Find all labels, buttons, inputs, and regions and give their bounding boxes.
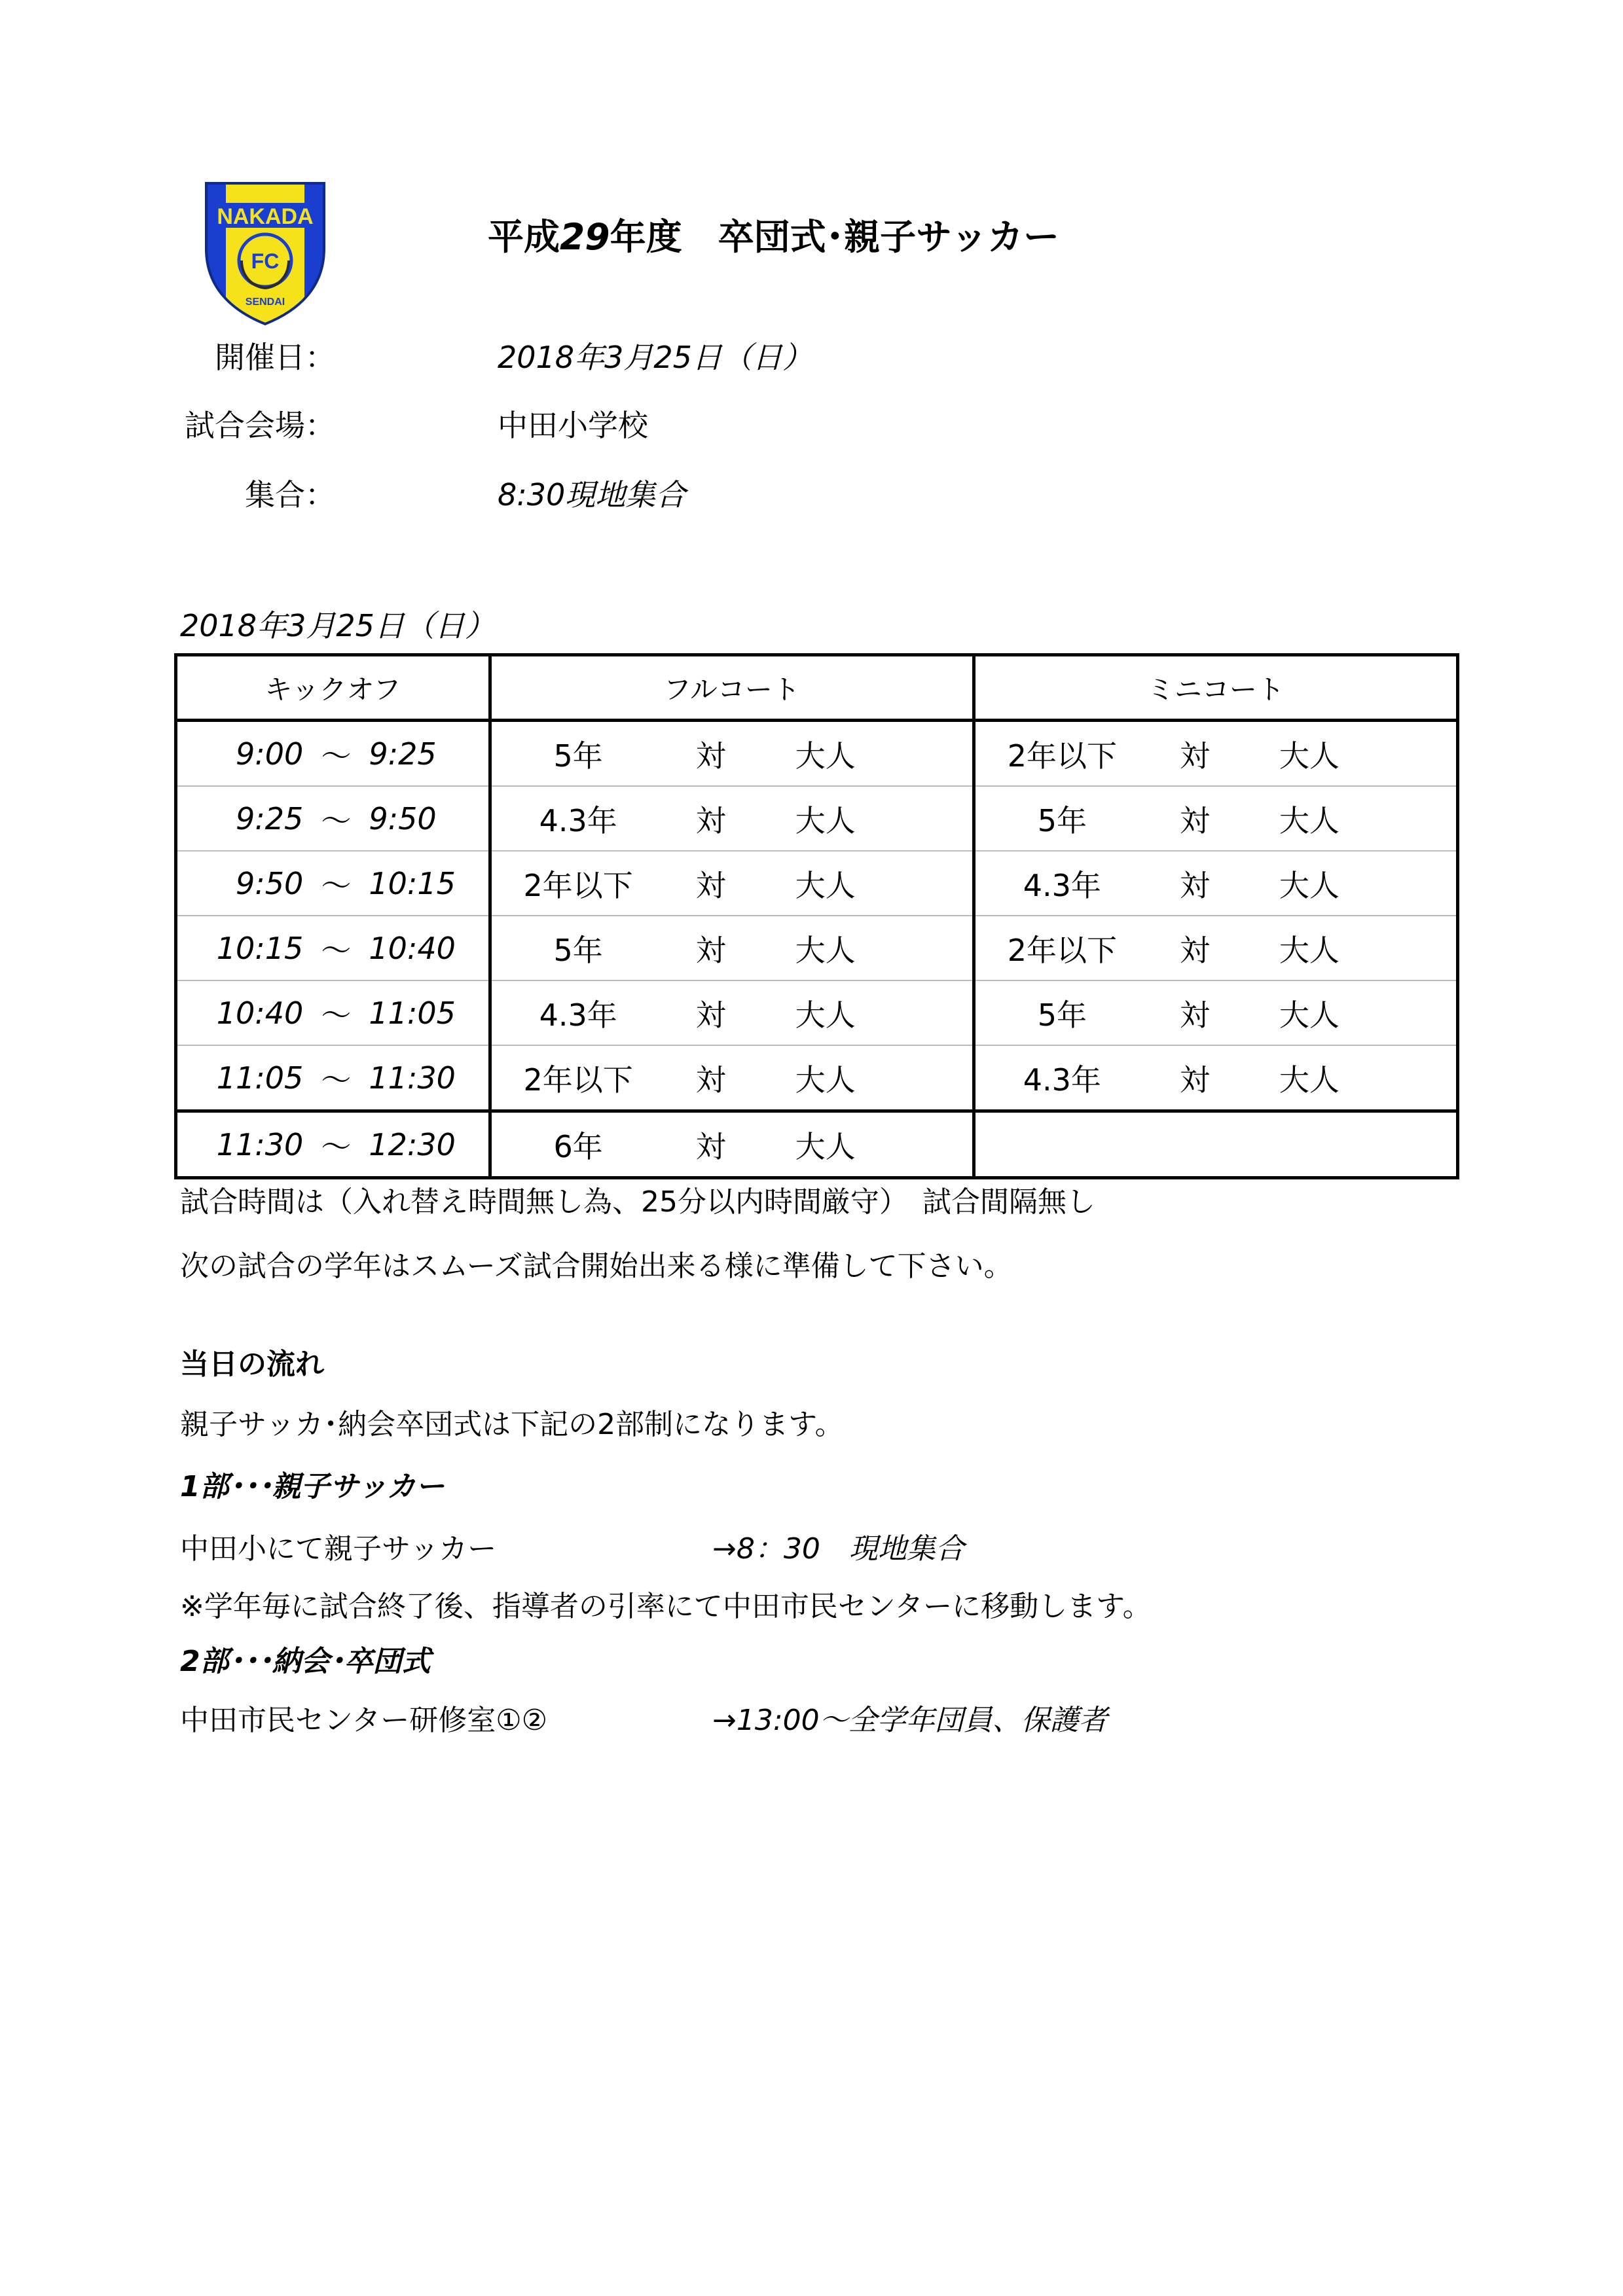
page-title: [488, 208, 1059, 260]
time-sep: ～: [321, 802, 352, 838]
vs: 対: [1179, 738, 1210, 774]
part2-heading: [180, 1638, 431, 1679]
venue-value: 中田小学校: [498, 408, 648, 443]
full-court-cell: [490, 851, 974, 916]
logo-text-mid: FC: [251, 249, 280, 273]
vs: 対: [1179, 932, 1210, 968]
time-end: 12:30: [369, 1126, 456, 1162]
header-full-court: フルコート: [490, 655, 974, 721]
mini-court-cell: [974, 980, 1457, 1045]
mini-court-cell: [974, 1111, 1457, 1178]
vs: 対: [1179, 1062, 1210, 1098]
mini-court-cell: [974, 786, 1457, 851]
schedule-table: [174, 653, 1459, 1179]
team: 4.3年: [1023, 1062, 1101, 1098]
opponent: 大人: [795, 997, 856, 1033]
team: 5年: [553, 738, 603, 774]
title-prefix: 平成: [488, 216, 560, 258]
opponent: 大人: [795, 932, 856, 968]
kickoff-cell: [176, 851, 490, 916]
opponent: 大人: [795, 802, 856, 838]
part1-note: ※学年毎に試合終了後、指導者の引率にて中田市民センターに移動します。: [180, 1590, 1152, 1623]
time-end: 10:40: [369, 930, 456, 966]
time-sep: ～: [321, 738, 352, 774]
opponent: 大人: [1279, 1062, 1340, 1098]
time-end: 9:25: [369, 736, 437, 772]
opponent: 大人: [1279, 997, 1340, 1033]
kickoff-cell: [176, 721, 490, 787]
vs: 対: [695, 802, 726, 838]
time-start: 9:00: [236, 736, 304, 772]
part2-heading-text: 2部･･･納会･卒団式: [180, 1645, 431, 1678]
part2-location: 中田市民センター研修室①②: [180, 1704, 548, 1737]
vs: 対: [695, 997, 726, 1033]
kickoff-cell: [176, 1045, 490, 1111]
full-court-cell: [490, 721, 974, 787]
team: 2年以下: [1007, 738, 1117, 774]
time-start: 11:30: [216, 1126, 304, 1162]
meeting-label: 集合：: [245, 477, 335, 512]
vs: 対: [1179, 802, 1210, 838]
table-row: [176, 851, 1458, 916]
part1-heading-text: 1部･･･親子サッカー: [180, 1470, 445, 1503]
opponent: 大人: [1279, 867, 1340, 903]
time-sep: ～: [321, 867, 352, 903]
meeting-value: [498, 471, 685, 514]
header-mini-court: ミニコート: [974, 655, 1457, 721]
table-row: [176, 721, 1458, 787]
time-end: 10:15: [369, 865, 456, 901]
vs: 対: [695, 738, 726, 774]
full-court-cell: [490, 1111, 974, 1178]
vs: 対: [695, 1062, 726, 1098]
time-sep: ～: [321, 1062, 352, 1098]
opponent: 大人: [1279, 802, 1340, 838]
schedule-date-heading: 2018年3月25日（日）: [180, 608, 495, 643]
mini-court-cell: [974, 1045, 1457, 1111]
note-preparation: 次の試合の学年はスムーズ試合開始出来る様に準備して下さい。: [180, 1249, 1013, 1283]
part1-heading: [180, 1463, 445, 1505]
date-value: 2018年3月25日（日）: [498, 340, 812, 375]
table-row: [176, 1045, 1458, 1111]
vs: 対: [695, 1128, 726, 1164]
title-rest: 年度 卒団式･親子サッカー: [610, 216, 1059, 258]
team-logo: [200, 177, 331, 327]
vs: 対: [695, 867, 726, 903]
mini-court-cell: [974, 916, 1457, 980]
part1-location: 中田小にて親子サッカー: [180, 1532, 497, 1566]
table-row: [176, 916, 1458, 980]
team: 4.3年: [1023, 867, 1101, 903]
flow-heading: 当日の流れ: [180, 1348, 324, 1381]
team: 5年: [1037, 802, 1087, 838]
part1-time: →8：30 現地集合: [712, 1532, 964, 1566]
full-court-cell: [490, 916, 974, 980]
full-court-cell: [490, 980, 974, 1045]
full-court-cell: [490, 1045, 974, 1111]
vs: 対: [695, 932, 726, 968]
time-sep: ～: [321, 932, 352, 968]
team: 2年以下: [523, 867, 633, 903]
flow-intro: 親子サッカ･納会卒団式は下記の2部制になります。: [180, 1408, 844, 1441]
note-match-time: 試合時間は（入れ替え時間無し為、25分以内時間厳守） 試合間隔無し: [180, 1185, 1095, 1219]
mini-court-cell: [974, 721, 1457, 787]
full-court-cell: [490, 786, 974, 851]
meeting-value-text: 8:30現地集合: [498, 477, 686, 512]
table-row: [176, 980, 1458, 1045]
team: 2年以下: [1007, 932, 1117, 968]
time-start: 9:25: [236, 800, 304, 836]
part2-time: →13:00～全学年団員、保護者: [712, 1704, 1108, 1737]
team: 6年: [553, 1128, 603, 1164]
logo-text-bottom: SENDAI: [245, 296, 285, 308]
opponent: 大人: [1279, 932, 1340, 968]
vs: 対: [1179, 997, 1210, 1033]
team: 4.3年: [539, 802, 617, 838]
opponent: 大人: [795, 1128, 856, 1164]
kickoff-cell: [176, 980, 490, 1045]
kickoff-cell: [176, 916, 490, 980]
time-sep: ～: [321, 997, 352, 1033]
mini-court-cell: [974, 851, 1457, 916]
time-start: 10:40: [216, 995, 304, 1031]
team: 5年: [1037, 997, 1087, 1033]
time-end: 11:30: [369, 1060, 456, 1096]
table-row: [176, 1111, 1458, 1178]
team: 2年以下: [523, 1062, 633, 1098]
table-row: [176, 786, 1458, 851]
opponent: 大人: [795, 867, 856, 903]
time-start: 11:05: [216, 1060, 304, 1096]
time-end: 11:05: [369, 995, 456, 1031]
kickoff-cell: [176, 786, 490, 851]
opponent: 大人: [1279, 738, 1340, 774]
title-year: 29: [560, 216, 610, 258]
opponent: 大人: [795, 1062, 856, 1098]
venue-label: 試合会場：: [185, 408, 335, 443]
opponent: 大人: [795, 738, 856, 774]
time-start: 10:15: [216, 930, 304, 966]
vs: 対: [1179, 867, 1210, 903]
team: 5年: [553, 932, 603, 968]
time-end: 9:50: [369, 800, 437, 836]
time-sep: ～: [321, 1128, 352, 1164]
header-kickoff: キックオフ: [176, 655, 490, 721]
date-label: 開催日：: [215, 340, 335, 375]
team: 4.3年: [539, 997, 617, 1033]
logo-text-top: NAKADA: [217, 204, 314, 229]
time-start: 9:50: [236, 865, 304, 901]
kickoff-cell: [176, 1111, 490, 1178]
table-header-row: [176, 655, 1458, 721]
